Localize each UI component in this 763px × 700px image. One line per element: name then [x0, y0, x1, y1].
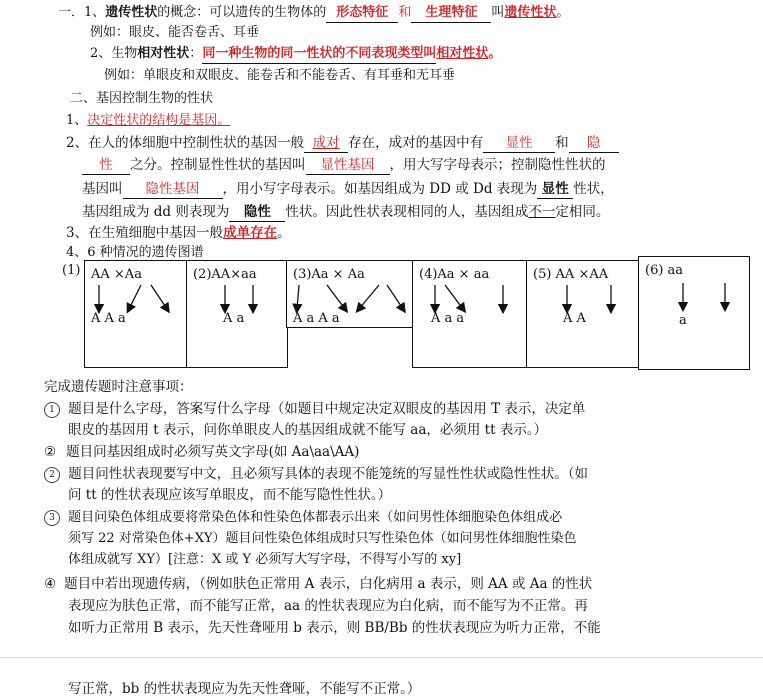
footer-line: 写正常，bb 的性状表现应为先天性聋哑，不能写不正常。） — [68, 681, 421, 697]
pedigree-box-5 — [526, 260, 640, 368]
p2-line3 — [82, 180, 614, 199]
s1-line — [58, 4, 569, 23]
box-3-top: (3)Aa × Aa — [293, 267, 365, 282]
p4-line: 4、6 种情况的遗传图谱 — [66, 245, 204, 260]
p2-b: 存在，成对的基因中有 — [348, 135, 484, 151]
p2-a: 2、在人的体细胞中控制性状的基因一般 — [66, 135, 305, 151]
p2-c: 性 — [82, 156, 130, 175]
s1-mid: 的概念：可以遗传的生物体的 — [157, 5, 327, 20]
p2-l: 定相同。 — [555, 204, 610, 220]
s1-and: 和 — [398, 5, 412, 20]
note-5-l1: 题目中若出现遗传病，（例如肤色正常用 A 表示，白化病用 a 表示，则 AA 或 Aa 的性状 — [64, 576, 593, 592]
pedigree-box-3 — [286, 260, 414, 328]
p2-b3: 隐 — [569, 134, 619, 153]
p1-line — [66, 112, 230, 130]
p2-b2: 显性 — [483, 134, 555, 153]
p1-text: 决定性状的结构是基因。 — [87, 113, 231, 128]
p3-line — [66, 224, 291, 242]
s2-example: 例如：单眼皮和双眼皮、能卷舌和不能卷舌、有耳垂和无耳垂 — [104, 68, 456, 83]
pedigree-box-6 — [638, 256, 750, 370]
p2-h: 性状， — [573, 181, 614, 197]
sec2-title: 二、基因控制生物的性状 — [70, 91, 214, 106]
box-5-top: (5) AA ×AA — [533, 267, 609, 282]
s2-colon: ： — [189, 46, 203, 61]
note-4 — [44, 509, 562, 527]
note-4-l3: 体组成就写 XY）[注意：X 或 Y 必须写大写字母，不得写小写的 xy] — [68, 552, 462, 567]
s1-blank1: 形态特征 — [326, 4, 398, 23]
box-1-bottom: A A a — [91, 311, 126, 326]
box-1-top: AA ×Aa — [91, 267, 142, 282]
p2-j: 性状。因此性状表现相同的人，基因组成 — [285, 204, 529, 220]
note-2-l1: 题目问基因组成时必须写英文字母(如 Aa\aa\AA) — [66, 444, 360, 460]
p2-line1 — [66, 134, 619, 153]
page-divider — [0, 657, 763, 658]
note-2 — [44, 443, 359, 461]
note-1-l1: 题目是什么字母，答案写什么字母（如题目中规定决定双眼皮的基因用 T 表示，决定单 — [68, 401, 586, 417]
box-4-bottom: A a a — [431, 311, 465, 326]
p2-b1: 成对 — [304, 134, 348, 153]
p3-a: 3、在生殖细胞中基因一般 — [66, 225, 224, 241]
box-6-arrows — [639, 277, 749, 313]
s2-term2: 相对性状 — [436, 46, 489, 61]
box-6-top: (6) aa — [645, 263, 684, 278]
box-3-bottom: A a A a — [293, 311, 340, 326]
pedigree-box-4 — [412, 260, 528, 368]
pedigree-box-2 — [186, 260, 288, 368]
note-3-l1: 题目问性状表现要写中文，且必须写具体的表现不能笼统的写显性性状或隐性性状。（如 — [68, 466, 589, 482]
note-4-l2: 须写 22 对常染色体+XY）题目问性染色体组成时只写性染色体（如问男性体细胞性染色 — [68, 531, 577, 546]
s2-num: 2、生物 — [90, 46, 138, 61]
note-3-marker: 2 — [44, 467, 60, 483]
note-1 — [44, 400, 585, 418]
p2-and: 和 — [555, 135, 569, 151]
s1-term: 遗传性状 — [105, 5, 158, 20]
note-4-marker: 3 — [44, 510, 60, 526]
p2-line2 — [82, 156, 606, 175]
note-5-l3: 如听力正常用 B 表示，先天性聋哑用 b 表示，则 BB/Bb 的性状表现应为听力正常，不能 — [68, 620, 601, 636]
diagram-label: (1) — [62, 263, 81, 278]
box-4-top: (4)Aa × aa — [419, 267, 490, 282]
p2-b5: 隐性基因 — [123, 180, 223, 199]
s1-num: 一．1、 — [58, 5, 106, 20]
p2-k: 不一 — [528, 204, 556, 220]
s1-call: 叫 — [491, 5, 505, 20]
s2-red: 同一种生物的同一性状的不同表现类型叫 — [202, 45, 436, 64]
note-1-l2: 眼皮的基因用 t 表示，问你单眼皮人的基因组成就不能写 aa，必须用 tt 表示。） — [68, 422, 548, 438]
p2-g: ，用小写字母表示。如基因组成为 DD 或 Dd 表现为 — [222, 181, 538, 197]
s2-term: 相对性状 — [137, 46, 190, 61]
p3-b: 成单存在 — [223, 225, 278, 241]
p2-d: 之分。控制显性性状的基因叫 — [130, 157, 306, 173]
p2-e: ，用大写字母表示；控制隐性性状的 — [389, 157, 606, 173]
note-3-l2: 问 tt 的性状表现应该写单眼皮，而不能写隐性性状。） — [68, 487, 392, 503]
p2-i: 基因组成为 dd 则表现为 — [82, 204, 230, 220]
s1-example: 例如：眼皮、能否卷舌、耳垂 — [90, 25, 260, 40]
note-3 — [44, 465, 588, 483]
note-5-marker: ④ — [44, 576, 57, 592]
notes-title: 完成遗传题时注意事项： — [44, 379, 193, 395]
p2-b6: 显性 — [537, 180, 573, 199]
note-1-marker: 1 — [44, 402, 60, 418]
pedigree-box-1 — [84, 260, 188, 368]
s2-line — [90, 45, 501, 64]
p2-b4: 显性基因 — [306, 156, 390, 175]
note-5-l2: 表现应为肤色正常，而不能写正常，aa 的性状表现应为白化病，而不能写为不正常。再 — [68, 598, 588, 614]
s2-end: 。 — [488, 46, 502, 61]
p2-line4 — [82, 203, 609, 222]
note-2-marker: ② — [44, 444, 57, 460]
note-4-l1: 题目问染色体组成要将常染色体和性染色体都表示出来（如问男性体细胞染色体组成必 — [68, 510, 563, 525]
p2-b7: 隐性 — [229, 203, 285, 222]
box-5-bottom: A A — [563, 311, 586, 326]
box-2-bottom: A a — [223, 311, 245, 326]
s1-end: 。 — [556, 5, 570, 20]
p2-f: 基因叫 — [82, 181, 123, 197]
p1-num: 1、 — [66, 113, 88, 128]
box-2-top: (2)AA×aa — [193, 267, 257, 282]
s1-term2: 遗传性状 — [504, 5, 557, 20]
box-6-bottom: a — [679, 313, 687, 328]
p3-c: 。 — [277, 225, 291, 241]
s1-blank2: 生理特征 — [411, 4, 491, 23]
note-5 — [44, 575, 592, 593]
